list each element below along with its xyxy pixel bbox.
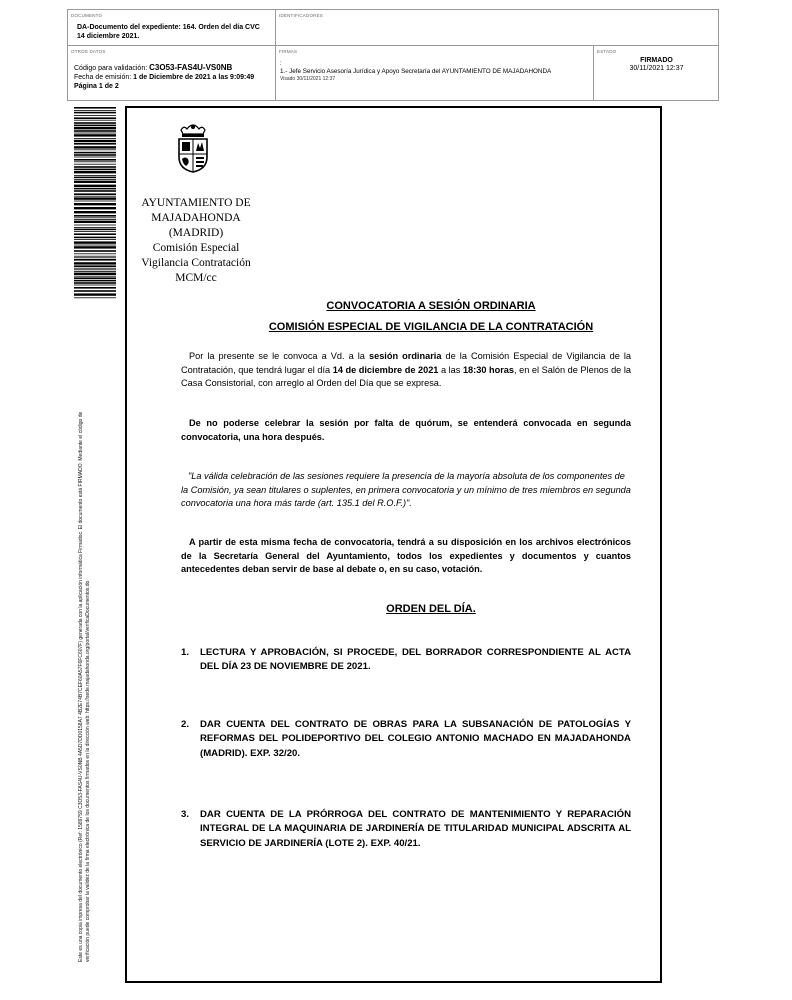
document-subtitle: COMISIÓN ESPECIAL DE VIGILANCIA DE LA CONTRATACIÓN [268, 321, 594, 333]
p1-text-e: a las [438, 364, 463, 375]
agenda-item-1 [181, 646, 631, 675]
firma-1: 1.- Jefe Servicio Asesoría Jurídica y Apoyo Secretaría del AYUNTAMIENTO DE MAJADAHONDA [280, 68, 552, 75]
firmas-label: FIRMAS [279, 49, 298, 54]
p1-date: 14 de diciembre de 2021 [332, 364, 439, 375]
org-line-5: Vigilancia Contratación [141, 257, 251, 269]
pagina-number: Página 1 de 2 [74, 83, 119, 90]
municipal-crest-icon [175, 121, 211, 173]
p1-text-g: , en el Salón de Plenos de la Casa Consistorial, con arreglo al Orden del Día que se expresa. [181, 364, 631, 389]
agenda-item-number: 2. [181, 719, 190, 730]
side-text-line-1: Este es una copia impresa del documento electrónico (Ref: 1589759 C3O53-FAS4U-VS0NB 4A5D7DD0158A7 4B2E74B7CEF60A57F6FC607F) generada con la aplicación informática Firmadoc. El documento está FIRMADO. Mediante el código de [78, 411, 84, 962]
agenda-item-2 [181, 718, 631, 761]
agenda-item-text: DAR CUENTA DE LA PRÓRROGA DEL CONTRATO DE MANTENIMIENTO Y REPARACIÓN INTEGRAL DE LA MAQUINARIA DE JARDINERÍA DE TITULARIDAD MUNICIPAL ADSCRITA AL SERVICIO DE JARDINERÍA (LOTE 2). EXP. 40/21. [200, 809, 631, 849]
document-title: CONVOCATORIA A SESIÓN ORDINARIA [326, 300, 536, 312]
orden-del-dia-title: ORDEN DEL DÍA. [386, 603, 476, 615]
documento-label: DOCUMENTO [71, 13, 103, 18]
p1-text-c: de la Comisión Especial de Vigilancia de la Contratación, que tendrá lugar el día [181, 351, 632, 375]
agenda-item-number: 3. [181, 809, 190, 820]
files-availability-paragraph: A partir de esta misma fecha de convocatoria, tendrá a su disposición en los archivos electrónicos de la Secretaría General del Ayuntamiento, todos los expedientes y documentos y cuantos antecedentes deban servir de base al debate o, en su caso, votación. [181, 537, 631, 575]
org-line-1: AYUNTAMIENTO DE [141, 197, 251, 209]
documento-value: DA-Documento del expediente: 164. Orden del día CVC 14 diciembre 2021. [77, 24, 260, 40]
validation-info [74, 63, 274, 91]
quorum-paragraph: De no poderse celebrar la sesión por falta de quórum, se entenderá convocada en segunda convocatoria, una hora después. [181, 418, 631, 442]
org-line-6: MCM/cc [175, 272, 217, 284]
estado-fecha: 30/11/2021 12:37 [629, 65, 684, 72]
firmas-colon: : [280, 61, 282, 67]
otros-datos-cell [68, 46, 276, 101]
codigo-value: C3O53-FAS4U-VS0NB [149, 63, 233, 72]
identificadores-label: IDENTIFICADORES [279, 13, 324, 18]
verification-side-text [78, 302, 91, 962]
side-text-line-2: verificación puede comprobar la validez de la firma electrónica de los documentos firmados en la dirección web: https://sede.majadahonda.org/portal/verificaDocumentos.do [84, 580, 91, 962]
documento-cell [68, 10, 276, 46]
fecha-emision-label: Fecha de emisión: [74, 74, 132, 81]
agenda-item-text: LECTURA Y APROBACIÓN, SI PROCEDE, DEL BORRADOR CORRESPONDIENTE AL ACTA DEL DÍA 23 DE NOVIEMBRE DE 2021. [200, 647, 631, 673]
rof-quote-paragraph: "La válida celebración de las sesiones requiere la presencia de la mayoría absoluta de los componentes de la Comisión, ya sean titulares o suplentes, en primera convocatoria y un mínimo de tres miembros en segunda convocatoria una hora más tarde (art. 135.1 del R.O.F.)". [181, 471, 631, 509]
otros-datos-label: OTROS DATOS [71, 49, 106, 54]
estado-value: FIRMADO [640, 57, 673, 64]
agenda-item-text: DAR CUENTA DEL CONTRATO DE OBRAS PARA LA SUBSANACIÓN DE PATOLOGÍAS Y REFORMAS DEL POLIDEPORTIVO DEL COLEGIO ANTONIO MACHADO EN MAJADAHONDA (MADRID). EXP. 32/20. [200, 719, 631, 759]
p1-session-type: sesión ordinaria [368, 351, 442, 361]
fecha-emision-value: 1 de Diciembre de 2021 a las 9:09:49 [133, 74, 255, 81]
identificadores-cell [276, 10, 719, 46]
codigo-label: Código para validación: [74, 65, 148, 72]
document-header-table [67, 9, 719, 101]
firma-1-visado: Visado 30/11/2021 12:37 [280, 76, 336, 82]
p1-time: 18:30 horas [462, 364, 515, 375]
firmas-cell [276, 46, 594, 101]
org-line-2: MAJADAHONDA [151, 212, 241, 224]
estado-cell [594, 46, 719, 101]
organization-block [136, 196, 256, 286]
agenda-item-3 [181, 808, 631, 851]
barcode-image [74, 107, 116, 299]
org-line-4: Comisión Especial [152, 242, 240, 254]
p1-text-a: Por la presente se le convoca a Vd. a la [189, 351, 369, 361]
estado-label: ESTADO [597, 49, 617, 54]
org-line-3: (MADRID) [168, 227, 224, 239]
convocation-paragraph [181, 350, 631, 391]
agenda-item-number: 1. [181, 647, 190, 658]
